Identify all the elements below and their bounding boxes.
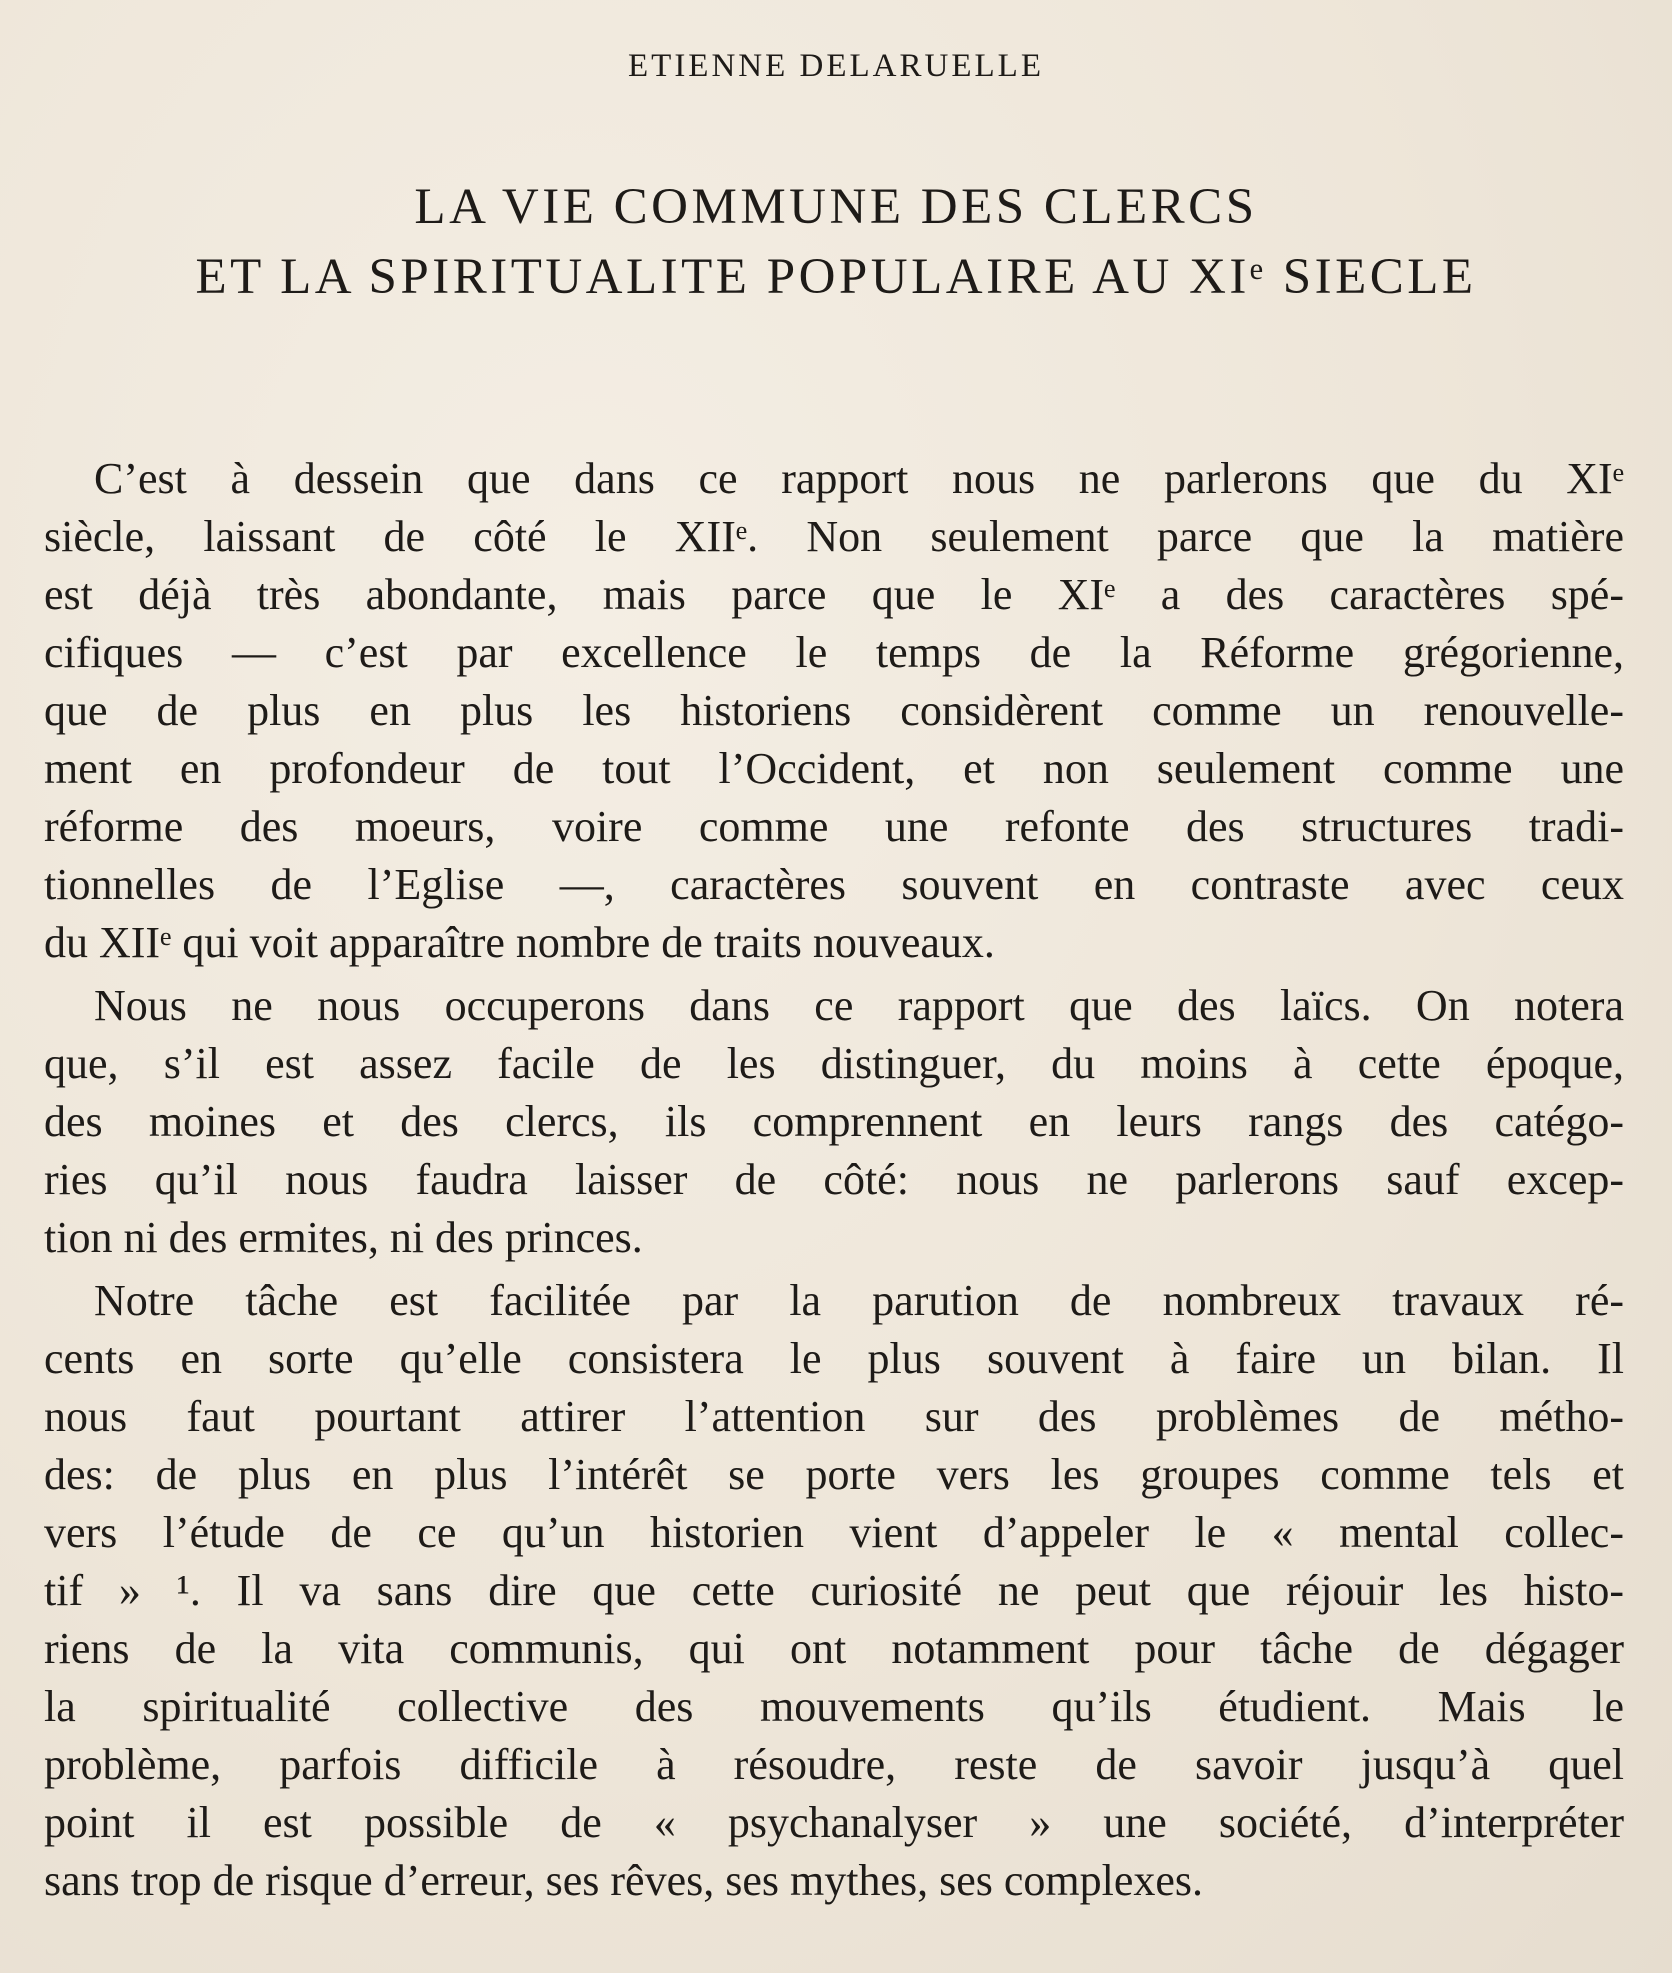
text-line: siècle, laissant de côté le XIIᵉ. Non seulement parce que la matière	[44, 512, 1624, 561]
text-line: ment en profondeur de tout l’Occident, et non seulement comme une	[44, 744, 1624, 793]
text-line: des: de plus en plus l’intérêt se porte vers les groupes comme tels et	[44, 1450, 1624, 1499]
text-line: problème, parfois difficile à résoudre, reste de savoir jusqu’à quel	[44, 1740, 1624, 1789]
body-text	[44, 450, 1624, 1915]
title-line-2: ET LA SPIRITUALITE POPULAIRE AU XIᵉ SIECLE	[195, 249, 1477, 305]
text-line: est déjà très abondante, mais parce que le XIᵉ a des caractères spé-	[44, 570, 1624, 619]
text-line: tionnelles de l’Eglise —, caractères souvent en contraste avec ceux	[44, 860, 1624, 909]
text-line: Nous ne nous occuperons dans ce rapport que des laïcs. On notera	[94, 981, 1624, 1030]
text-line: vers l’étude de ce qu’un historien vient d’appeler le « mental collec-	[44, 1508, 1624, 1557]
text-line: tion ni des ermites, ni des princes.	[44, 1213, 643, 1262]
text-line: la spiritualité collective des mouvements qu’ils étudient. Mais le	[44, 1682, 1624, 1731]
text-line: du XIIᵉ qui voit apparaître nombre de traits nouveaux.	[44, 918, 995, 967]
title-line-1: LA VIE COMMUNE DES CLERCS	[414, 179, 1258, 235]
text-line: point il est possible de « psychanalyser » une société, d’interpréter	[44, 1798, 1624, 1847]
text-line: réforme des moeurs, voire comme une refonte des structures tradi-	[44, 802, 1624, 851]
running-head: ETIENNE DELARUELLE	[628, 48, 1044, 84]
paragraph-1	[44, 450, 1624, 972]
text-line: ries qu’il nous faudra laisser de côté: nous ne parlerons sauf excep-	[44, 1155, 1624, 1204]
paragraph-3	[44, 1272, 1624, 1910]
text-line: nous faut pourtant attirer l’attention sur des problèmes de métho-	[44, 1392, 1624, 1441]
text-line: que de plus en plus les historiens considèrent comme un renouvelle-	[44, 686, 1624, 735]
text-line: tif » ¹. Il va sans dire que cette curiosité ne peut que réjouir les histo-	[44, 1566, 1624, 1615]
article-title	[0, 172, 1672, 312]
text-line: Notre tâche est facilitée par la parution de nombreux travaux ré-	[94, 1276, 1624, 1325]
text-line: riens de la vita communis, qui ont notamment pour tâche de dégager	[44, 1624, 1624, 1673]
text-line: des moines et des clercs, ils comprennent en leurs rangs des catégo-	[44, 1097, 1624, 1146]
text-line: cents en sorte qu’elle consistera le plus souvent à faire un bilan. Il	[44, 1334, 1624, 1383]
text-line: cifiques — c’est par excellence le temps de la Réforme grégorienne,	[44, 628, 1624, 677]
paragraph-2	[44, 977, 1624, 1267]
text-line: que, s’il est assez facile de les distinguer, du moins à cette époque,	[44, 1039, 1624, 1088]
text-line: C’est à dessein que dans ce rapport nous ne parlerons que du XIᵉ	[94, 454, 1624, 503]
text-line: sans trop de risque d’erreur, ses rêves, ses mythes, ses complexes.	[44, 1856, 1204, 1905]
